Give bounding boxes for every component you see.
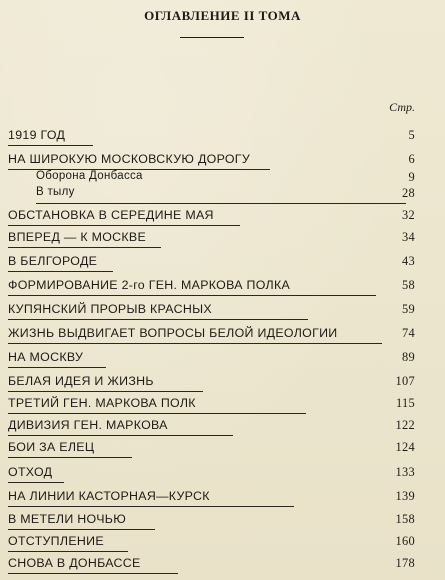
toc-entry-underline bbox=[36, 203, 406, 204]
toc-entry bbox=[8, 418, 415, 436]
toc-entry-label: ОБСТАНОВКА В СЕРЕДИНЕ МАЯ bbox=[8, 208, 214, 222]
page-title: ОГЛАВЛЕНИЕ II ТОМА bbox=[144, 8, 301, 23]
toc-entry-underline bbox=[8, 435, 233, 436]
toc-entry-page: 124 bbox=[395, 440, 415, 454]
toc-entry bbox=[8, 465, 415, 483]
toc-entry-label: 1919 ГОД bbox=[8, 128, 66, 142]
toc-entry bbox=[8, 556, 415, 574]
toc-entry bbox=[8, 128, 415, 146]
toc-entry-page: 74 bbox=[402, 326, 415, 340]
toc-entry-label: ВПЕРЕД — К МОСКВЕ bbox=[8, 230, 147, 244]
toc-entry-page: 43 bbox=[402, 254, 415, 268]
page-column-label: Стр. bbox=[389, 100, 415, 114]
toc-entry-underline bbox=[8, 247, 161, 248]
toc-entry-label: В МЕТЕЛИ НОЧЬЮ bbox=[8, 512, 127, 526]
toc-entry-underline bbox=[8, 145, 93, 146]
toc-entry-label: ФОРМИРОВАНИЕ 2-го ГЕН. МАРКОВА ПОЛКА bbox=[8, 278, 291, 292]
toc-entry-label: БОИ ЗА ЕЛЕЦ bbox=[8, 440, 95, 454]
toc-entry bbox=[8, 208, 415, 226]
toc-entry bbox=[8, 374, 415, 392]
toc-entry-label: НА МОСКВУ bbox=[8, 350, 84, 364]
toc-entry-label: ОТХОД bbox=[8, 465, 53, 479]
toc-entry-page: 107 bbox=[395, 374, 415, 388]
toc-entry-label: ОТСТУПЛЕНИЕ bbox=[8, 534, 104, 548]
toc-entry-page: 34 bbox=[402, 230, 415, 244]
toc-entry bbox=[8, 254, 415, 272]
toc-entry-page: 139 bbox=[395, 489, 415, 503]
toc-entry-underline bbox=[8, 506, 294, 507]
toc-entry-underline bbox=[8, 551, 128, 552]
toc-entry-label: НА ШИРОКУЮ МОСКОВСКУЮ ДОРОГУ bbox=[8, 152, 250, 166]
toc-entry-underline bbox=[8, 529, 155, 530]
toc-entry-label: КУПЯНСКИЙ ПРОРЫВ КРАСНЫХ bbox=[8, 302, 212, 316]
toc-entry bbox=[8, 278, 415, 296]
toc-entry-page: 115 bbox=[395, 396, 415, 410]
toc-entry-label: В БЕЛГОРОДЕ bbox=[8, 254, 98, 268]
toc-entry bbox=[8, 152, 415, 170]
toc-entry-underline bbox=[8, 573, 178, 574]
toc-entry bbox=[8, 326, 415, 344]
toc-entry-label: ТРЕТИЙ ГЕН. МАРКОВА ПОЛК bbox=[8, 396, 196, 410]
toc-entry-page: 160 bbox=[395, 534, 415, 548]
toc-entry-underline bbox=[8, 319, 308, 320]
toc-entry bbox=[8, 396, 415, 414]
toc-entry-label: ДИВИЗИЯ ГЕН. МАРКОВА bbox=[8, 418, 168, 432]
toc-entry-underline bbox=[8, 343, 382, 344]
toc-entry-label: В тылу bbox=[36, 186, 75, 198]
toc-entry-underline bbox=[8, 482, 64, 483]
toc-entry-label: Оборона Донбасса bbox=[36, 170, 143, 182]
toc-entry-page: 158 bbox=[395, 512, 415, 526]
toc-entry-underline bbox=[8, 295, 376, 296]
toc-entry-page: 178 bbox=[395, 556, 415, 570]
toc-entry-page: 133 bbox=[395, 465, 415, 479]
toc-entry-page: 32 bbox=[402, 208, 415, 222]
toc-entry bbox=[8, 440, 415, 458]
toc-entry-label: НА ЛИНИИ КАСТОРНАЯ—КУРСК bbox=[8, 489, 210, 503]
toc-entry bbox=[8, 230, 415, 248]
toc-entry-page: 59 bbox=[402, 302, 415, 316]
toc-entry-page: 5 bbox=[408, 128, 415, 142]
toc-entry-page: 58 bbox=[402, 278, 415, 292]
toc-entry bbox=[8, 302, 415, 320]
toc-entry-page: 9 bbox=[408, 170, 415, 184]
toc-entry-underline bbox=[8, 457, 132, 458]
toc-entry-page: 122 bbox=[395, 418, 415, 432]
toc-entry-page: 89 bbox=[402, 350, 415, 364]
toc-entry-label: ЖИЗНЬ ВЫДВИГАЕТ ВОПРОСЫ БЕЛОЙ ИДЕОЛОГИИ bbox=[8, 326, 338, 340]
toc-entry-underline bbox=[8, 391, 203, 392]
toc-entry bbox=[36, 186, 415, 204]
toc-entry-label: БЕЛАЯ ИДЕЯ И ЖИЗНЬ bbox=[8, 374, 154, 388]
toc-entry-underline bbox=[8, 413, 306, 414]
toc-entry bbox=[8, 350, 415, 368]
toc-entry bbox=[8, 512, 415, 530]
toc-entry bbox=[8, 534, 415, 552]
toc-entry-page: 28 bbox=[402, 186, 415, 200]
toc-entry-underline bbox=[8, 225, 240, 226]
toc-entry bbox=[8, 489, 415, 507]
toc-entry-underline bbox=[8, 271, 113, 272]
toc-entry-underline bbox=[8, 367, 106, 368]
toc-entry-page: 6 bbox=[408, 152, 415, 166]
toc-entry-label: СНОВА В ДОНБАССЕ bbox=[8, 556, 141, 570]
